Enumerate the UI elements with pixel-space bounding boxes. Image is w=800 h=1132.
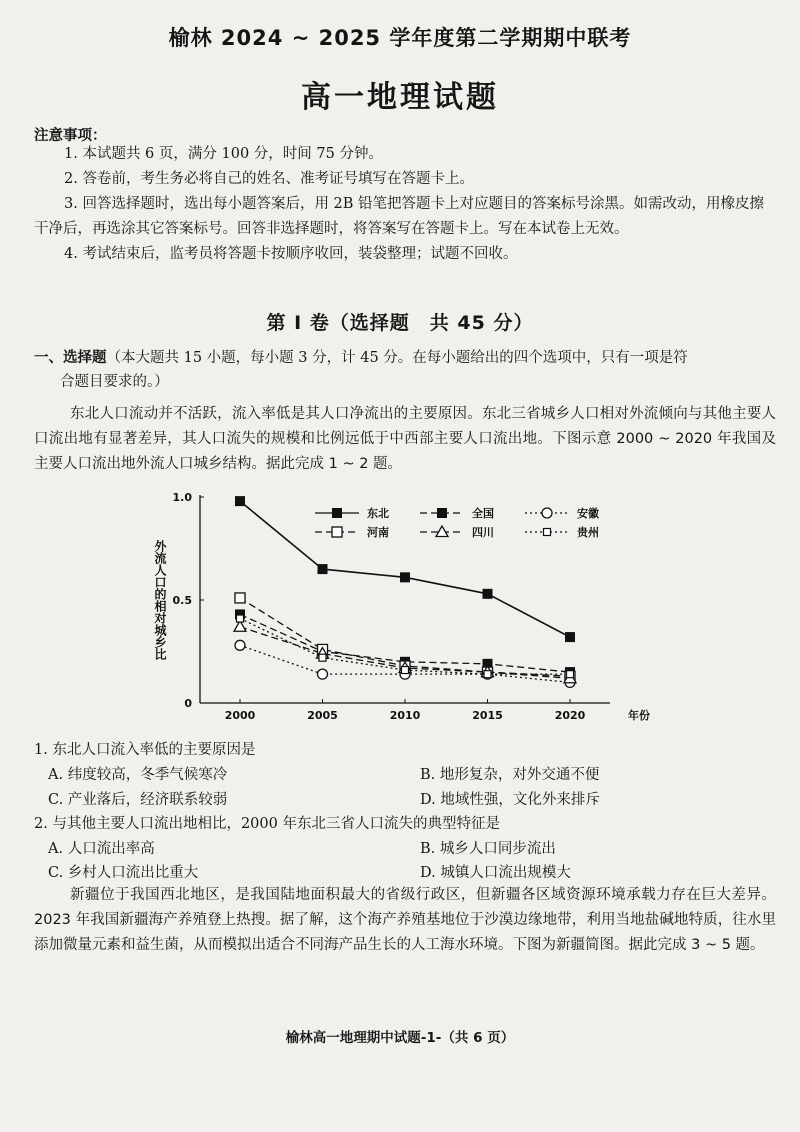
legend-label: 东北: [367, 507, 389, 520]
data-point-series-3: [235, 593, 245, 603]
question-1-option-c: C. 产业落后，经济联系较弱: [48, 792, 228, 808]
legend-label: 安徽: [577, 507, 599, 520]
notes-list: [34, 142, 774, 267]
page-footer: 榆林高一地理期中试题-1-（共 6 页）: [285, 1030, 515, 1046]
data-point-series-5: [484, 671, 491, 678]
y-axis-label: 外流人口的相对城乡比: [153, 540, 167, 660]
passage-2: [34, 883, 776, 958]
legend-label: 四川: [472, 526, 494, 539]
question-1-stem: 1. 东北人口流入率低的主要原因是: [34, 742, 256, 758]
legend-marker: [542, 508, 552, 518]
question-2-stem: 2. 与其他主要人口流出地相比，2000 年东北三省人口流失的典型特征是: [34, 816, 500, 832]
data-point-series-5: [402, 667, 409, 674]
legend-marker: [437, 508, 447, 518]
series-line-0: [240, 501, 570, 637]
chart-svg: [140, 485, 650, 730]
data-point-series-0: [565, 632, 575, 642]
legend-label: 河南: [367, 526, 389, 539]
x-tick-label: 2015: [472, 709, 503, 722]
data-point-series-0: [400, 572, 410, 582]
notes-heading: 注意事项：: [34, 128, 107, 144]
question-1-option-a: A. 纬度较高，冬季气候寒冷: [48, 767, 228, 783]
question-2-option-c: C. 乡村人口流出比重大: [48, 865, 199, 881]
legend-label: 贵州: [577, 526, 599, 539]
data-point-series-2: [235, 640, 245, 650]
data-point-series-5: [567, 671, 574, 678]
passage-text: 新疆位于我国西北地区，是我国陆地面积最大的省级行政区，但新疆各区域资源环境承载力存在巨大差异。2023 年我国新疆海产养殖登上热搜。据了解，这个海产养殖基地位于沙漠边缘地带，利用当地盐碱地特质，往水里添加微量元素和益生菌，从而模拟出适合不同海产品生长的人工海水环境。下图为新疆简图。据此完成 3 ~ 5 题。: [34, 887, 776, 953]
note-item: 1. 本试题共 6 页，满分 100 分，时间 75 分钟。: [64, 146, 383, 162]
exam-name: 榆林 2024 ~ 2025 学年度第二学期期中联考: [168, 26, 632, 50]
x-tick-label: 2020: [554, 709, 586, 722]
legend-marker: [332, 527, 342, 537]
legend-marker: [332, 508, 342, 518]
passage-1: [34, 402, 776, 477]
x-tick-label: 2005: [307, 709, 338, 722]
question-2-option-b: B. 城乡人口同步流出: [420, 841, 556, 857]
note-item: 4. 考试结束后，监考员将答题卡按顺序收回，装袋整理；试题不回收。: [64, 246, 518, 262]
legend-label: 全国: [472, 507, 494, 520]
data-point-series-2: [318, 669, 328, 679]
y-tick-label: 0: [184, 697, 192, 710]
question-2-option-a: A. 人口流出率高: [48, 841, 155, 857]
data-point-series-0: [318, 564, 328, 574]
data-point-series-5: [319, 654, 326, 661]
question-1-option-b: B. 地形复杂，对外交通不便: [420, 767, 600, 783]
data-point-series-0: [483, 589, 493, 599]
data-point-series-5: [237, 615, 244, 622]
page-title: 高一地理试题: [301, 80, 499, 115]
part-desc-2: 合题目要求的。）: [60, 374, 169, 390]
data-point-series-0: [235, 496, 245, 506]
legend-marker: [544, 529, 551, 536]
y-tick-label: 1.0: [172, 491, 192, 504]
x-axis-label: 年份: [628, 709, 650, 722]
line-chart: [140, 485, 650, 730]
note-item: 3. 回答选择题时，选出每小题答案后，用 2B 铅笔把答题卡上对应题目的答案标号涂黑。如需改动，用橡皮擦干净后，再选涂其它答案标号。回答非选择题时，将答案写在答题卡上。写在本试卷上无效。: [34, 196, 765, 237]
part-desc-1: （本大题共 15 小题，每小题 3 分，计 45 分。在每小题给出的四个选项中，只有一项是符: [106, 350, 688, 366]
x-tick-label: 2000: [224, 709, 256, 722]
section-title: 第 Ⅰ 卷（选择题 共 45 分）: [266, 312, 534, 334]
passage-text: 东北人口流动并不活跃，流入率低是其人口净流出的主要原因。东北三省城乡人口相对外流倾向与其他主要人口流出地有显著差异，其人口流失的规模和比例远低于中西部主要人口流出地。下图示意 2000 ~ 2020 年我国及主要人口流出地外流人口城乡结构。据此完成 1 ~ 2 题。: [34, 406, 776, 472]
note-item: 2. 答卷前，考生务必将自己的姓名、准考证号填写在答题卡上。: [64, 171, 474, 187]
question-2-option-d: D. 城镇人口流出规模大: [420, 865, 571, 881]
question-1-option-d: D. 地域性强，文化外来排斥: [420, 792, 600, 808]
part-label: 一、选择题: [34, 350, 107, 366]
x-tick-label: 2010: [389, 709, 421, 722]
legend-marker: [436, 526, 448, 537]
part-intro: [34, 346, 774, 394]
y-tick-label: 0.5: [172, 594, 192, 607]
